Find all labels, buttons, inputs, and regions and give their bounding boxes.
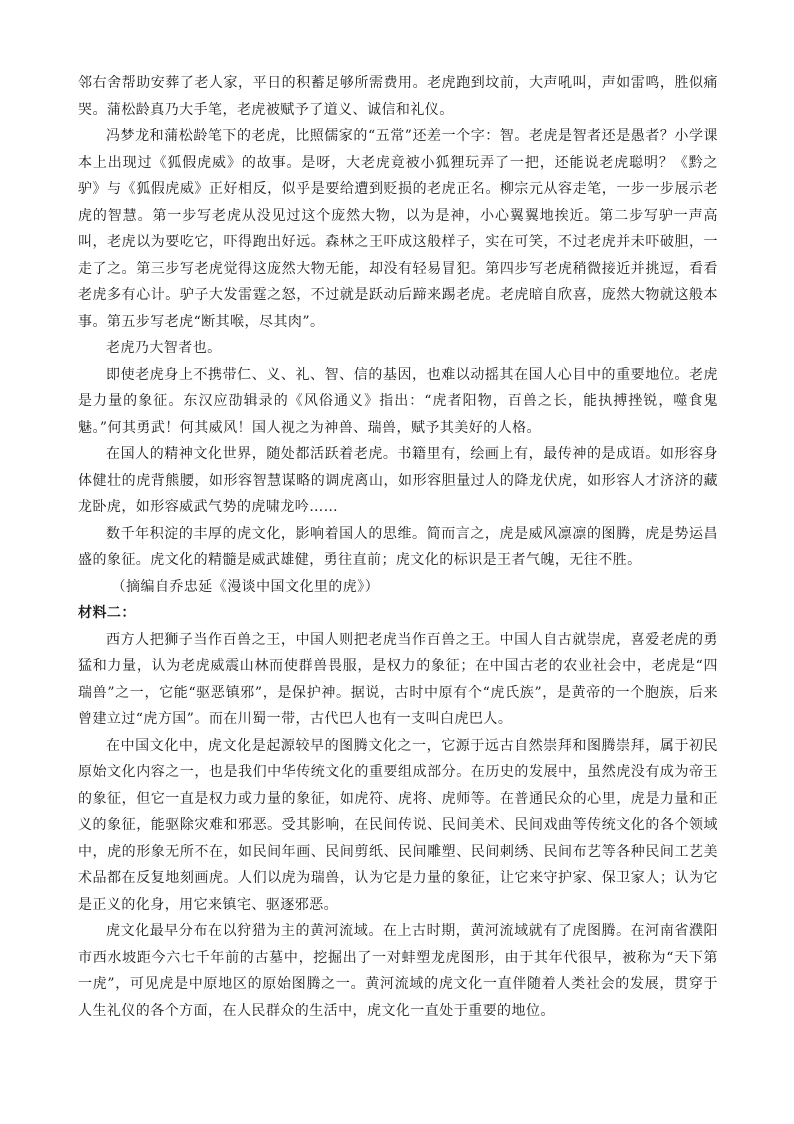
paragraph-3: 老虎乃大智者也。 [106, 340, 222, 356]
paragraph-8: 在中国文化中，虎文化是起源较早的图腾文化之一，它源于远古自然崇拜和图腾崇拜，属于初民原始文化内容之一，也是我们中华传统文化的重要组成部分。在历史的发展中，虽然虎没有成为帝王的象征，但它一直是权力或力量的象征，如虎符、虎将、虎师等。在普通民众的心里，虎是力量和正义的象征，能驱除灾难和邪恶。受其影响，在民间传说、民间美术、民间戏曲等传统文化的各个领域中，虎的形象无所不在，如民间年画、民间剪纸、民间雕塑、民间刺绣、民间布艺等各种民间工艺美术品都在反复地刻画虎。人们以虎为瑞兽，认为它是力量的象征，让它来守护家、保卫家人；认为它是正义的化身，用它来镇宅、驱逐邪恶。 [78, 737, 718, 913]
paragraph-5: 在国人的精神文化世界，随处都活跃着老虎。书籍里有，绘画上有，最传神的是成语。如形容身体健壮的虎背熊腰，如形容智慧谋略的调虎离山，如形容胆量过人的降龙伏虎，如形容人才济济的藏龙卧虎，如形容威武气势的虎啸龙吟…… [78, 446, 718, 515]
source-citation: （摘编自乔忠延《漫谈中国文化里的虎》） [111, 578, 380, 595]
paragraph-9: 虎文化最早分布在以狩猎为主的黄河流域。在上古时期，黄河流域就有了虎图腾。在河南省濮阳市西水坡距今六七千年前的古墓中，挖掘出了一对蚌塑龙虎图形，由于其年代很早，被称为“天下第一虎”，可见虎是中原地区的原始图腾之一。黄河流域的虎文化一直伴随着人类社会的发展，贯穿于人生礼仪的各个方面，在人民群众的生活中，虎文化一直处于重要的地位。 [78, 923, 718, 1019]
paragraph-4: 即使老虎身上不携带仁、义、礼、智、信的基因，也难以动摇其在国人心目中的重要地位。老虎是力量的象征。东汉应劭辑录的《风俗通义》指出：“虎者阳物，百兽之长，能执搏挫锐，噬食鬼魅。”何其勇武！何其威风！国人视之为神兽、瑞兽，赋予其美好的人格。 [78, 366, 718, 436]
paragraph-2: 冯梦龙和蒲松龄笔下的老虎，比照儒家的“五常”还差一个字：智。老虎是智者还是愚者？小学课本上出现过《狐假虎威》的故事。是呀，大老虎竟被小狐狸玩弄了一把，还能说老虎聪明？《黔之驴》与《狐假虎威》正好相反，似乎是要给遭到贬损的老虎正名。柳宗元从容走笔，一步一步展示老虎的智慧。第一步写老虎从没见过这个庞然大物，以为是神，小心翼翼地挨近。第二步写驴一声高叫，老虎以为要吃它，吓得跑出好远。森林之王吓成这般样子，实在可笑，不过老虎并未吓破胆，一走了之。第三步写老虎觉得这庞然大物无能，却没有轻易冒犯。第四步写老虎稍微接近并挑逗，看看老虎多有心计。驴子大发雷霆之怒，不过就是跃动后蹄来踢老虎。老虎暗自欣喜，庞然大物就这般本事。第五步写老虎“断其喉，尽其肉”。 [78, 128, 718, 330]
section-heading: 材料二： [78, 605, 136, 621]
paragraph-7: 西方人把狮子当作百兽之王，中国人则把老虎当作百兽之王。中国人自古就崇虎，喜爱老虎的勇猛和力量，认为老虎威震山林而使群兽畏服，是权力的象征；在中国古老的农业社会中，老虎是“四瑞兽”之一，它能“驱恶镇邪”，是保护神。据说，古时中原有个“虎氏族”，是黄帝的一个胞族，后来曾建立过“虎方国”。而在川蜀一带，古代巴人也有一支叫白虎巴人。 [78, 631, 718, 727]
paragraph-1: 邻右舍帮助安葬了老人家，平日的积蓄足够所需费用。老虎跑到坟前，大声吼叫，声如雷鸣，胜似痛哭。蒲松龄真乃大手笔，老虎被赋予了道义、诚信和礼仪。 [78, 75, 718, 118]
paragraph-6: 数千年积淀的丰厚的虎文化，影响着国人的思维。简而言之，虎是威风凛凛的图腾，虎是势运昌盛的象征。虎文化的精髓是威武雄健，勇往直前；虎文化的标识是王者气魄，无往不胜。 [78, 525, 718, 568]
